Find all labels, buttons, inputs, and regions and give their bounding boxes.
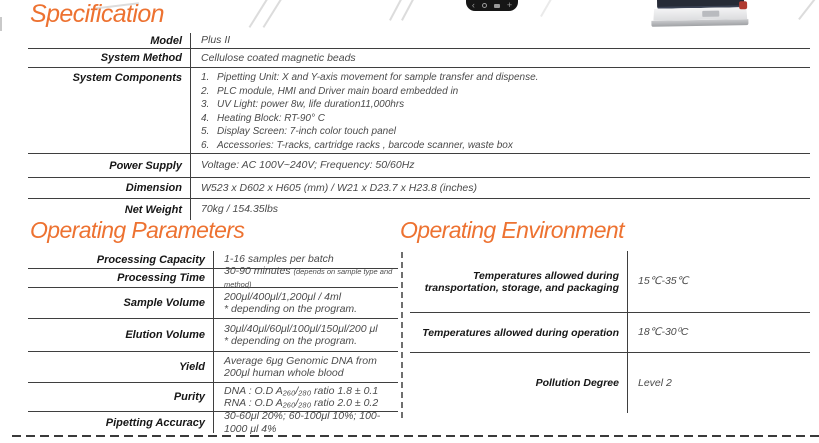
row-label: Net Weight <box>124 203 182 216</box>
row-label: Sample Volume <box>123 297 205 309</box>
table-row <box>410 313 810 353</box>
table-row <box>28 319 398 352</box>
row-value: Cellulose coated magnetic beads <box>190 49 810 67</box>
table-row <box>28 33 810 49</box>
row-value: 30-90 minutes (depends on sample type and method) <box>213 269 398 287</box>
row-value: Average 6μg Genomic DNA from 200μl human whole blood <box>213 352 398 382</box>
row-label: Purity <box>173 391 205 403</box>
table-row <box>28 264 398 289</box>
table-row <box>28 154 810 178</box>
page-edge-mark <box>0 17 2 31</box>
touchscreen-photo-fragment <box>466 0 518 11</box>
row-note: (depends on sample type and method) <box>224 266 393 289</box>
row-value: 18℃-30⁰C <box>627 313 810 352</box>
deco-line <box>401 0 416 21</box>
row-label: Power Supply <box>109 159 182 172</box>
deco-line <box>798 0 815 20</box>
table-row <box>28 352 398 383</box>
operating-parameters-table <box>28 251 398 433</box>
deco-line <box>263 0 283 28</box>
row-value <box>190 68 810 153</box>
deco-line <box>540 0 553 17</box>
dashed-column-separator <box>401 252 403 420</box>
table-row <box>410 353 810 413</box>
table-row <box>28 383 398 412</box>
instrument-photo-fragment <box>650 0 749 29</box>
gear-icon <box>482 3 487 8</box>
table-row <box>28 49 810 68</box>
touchscreen-icon-row <box>466 0 518 10</box>
component-item: 5. Display Screen: 7-inch color touch panel <box>201 126 396 137</box>
table-row <box>28 288 398 319</box>
table-row <box>28 68 810 154</box>
component-item: 2. PLC module, HMI and Driver main board embedded in <box>201 85 459 97</box>
row-label: Processing Capacity <box>96 253 205 266</box>
row-value: DNA : O.D A₂₆₀/₂₈₀ ratio 1.8 ± 0.1 RNA : O.D A₂₆₀/₂₈₀ ratio 2.0 ± 0.2 <box>213 383 398 411</box>
instrument-base <box>651 19 748 27</box>
table-row <box>28 178 810 199</box>
row-label: Pipetting Accuracy <box>105 416 205 429</box>
row-label: System Method <box>100 52 182 64</box>
section-title-operating-environment: Operating Environment <box>400 217 624 243</box>
row-label: Elution Volume <box>125 329 205 341</box>
row-value: 200μl/400μl/1,200μl / 4ml * depending on the program. <box>213 288 398 318</box>
back-icon: ‹ <box>471 0 475 10</box>
row-value: Level 2 <box>627 353 810 413</box>
component-item: 1. Pipetting Unit: X and Y-axis movement for sample transfer and dispense. <box>201 72 539 83</box>
row-label: Model <box>150 34 182 47</box>
table-row <box>410 251 810 313</box>
row-label: Pollution Degree <box>535 377 619 389</box>
section-title-operating-parameters: Operating Parameters <box>30 217 245 243</box>
row-label: Yield <box>179 361 205 373</box>
component-item: 6. Accessories: T-racks, cartridge racks , barcode scanner, waste box <box>201 139 513 151</box>
instrument-screen <box>657 0 745 9</box>
row-value: 30μl/40μl/60μl/100μl/150μl/200 μl * depending on the program. <box>213 319 398 351</box>
component-item: 4. Heating Block: RT-90° C <box>201 112 325 124</box>
row-value: W523 x D602 x H605 (mm) / W21 x D23.7 x H23.8 (inches) <box>190 178 810 198</box>
row-label: Dimension <box>125 182 182 194</box>
table-row <box>28 412 398 433</box>
component-item: 3. UV Light: power 8w, life duration11,000hrs <box>201 99 405 110</box>
instrument-red-badge <box>739 1 747 9</box>
section-title-specification: Specification <box>30 0 164 28</box>
plus-icon: + <box>506 0 513 10</box>
row-label: System Components <box>72 72 182 84</box>
row-label: Temperatures allowed during transportation, storage, and packaging <box>424 269 619 294</box>
operating-environment-table <box>410 251 810 413</box>
row-value: 1-16 samples per batch <box>213 251 398 268</box>
row-value: 70kg / 154.35lbs <box>190 199 810 220</box>
row-value: Voltage: AC 100V~240V; Frequency: 50/60Hz <box>190 154 810 177</box>
row-value: Plus II <box>190 33 810 48</box>
row-value: 30-60μl 20%; 60-100μl 10%; 100-1000 μl 4% <box>213 412 398 433</box>
specification-table <box>28 33 810 220</box>
row-label: Processing Time <box>117 272 205 284</box>
row-label: Temperatures allowed during operation <box>422 326 619 339</box>
row-value: 15℃-35℃ <box>627 251 810 312</box>
dashed-bottom-rule <box>12 435 819 437</box>
instrument-logo <box>702 11 719 17</box>
folder-icon <box>494 4 500 8</box>
